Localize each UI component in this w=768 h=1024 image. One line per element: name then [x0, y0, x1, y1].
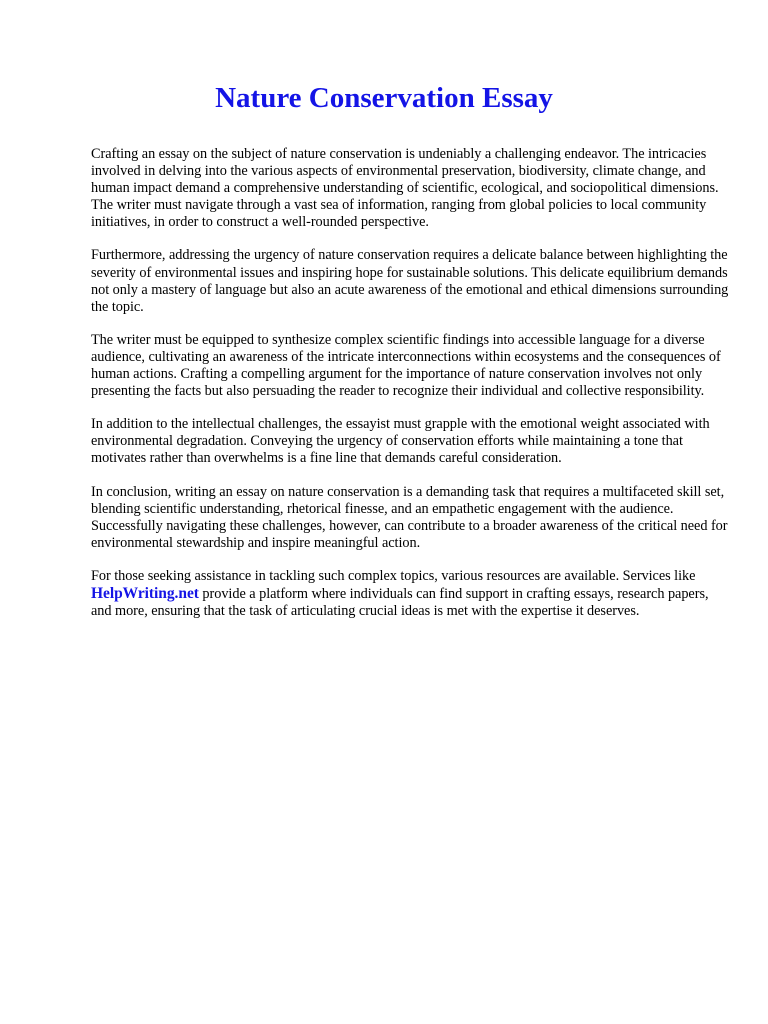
paragraph-2: Furthermore, addressing the urgency of nature conservation requires a delicate balance between highlighting the severity of environmental issues and inspiring hope for sustainable solutions. This delicate equilibrium demands not only a mastery of language but also an acute awareness of the emotional and ethical dimensions surrounding the topic. — [91, 247, 729, 315]
paragraph-6-text-before-link: For those seeking assistance in tackling such complex topics, various resources are available. Services like — [91, 567, 696, 584]
paragraph-3: The writer must be equipped to synthesize complex scientific findings into accessible language for a diverse audience, cultivating an awareness of the intricate interconnections within ecosystems and the consequences of human actions. Crafting a compelling argument for the importance of nature conservation involves not only presenting the facts but also persuading the reader to recognize their individual and collective responsibility. — [91, 331, 721, 400]
paragraph-5: In conclusion, writing an essay on nature conservation is a demanding task that requires a multifaceted skill set, blending scientific understanding, rhetorical finesse, and an empathetic engagement with the audience. Successfully navigating these challenges, however, can contribute to a broader awareness of the critical need for environmental stewardship and inspire meaningful action. — [91, 483, 728, 551]
page-title: Nature Conservation Essay — [215, 82, 553, 114]
paragraph-6 — [91, 568, 731, 620]
helpwriting-link[interactable]: HelpWriting.net — [91, 584, 199, 602]
paragraph-1: Crafting an essay on the subject of nature conservation is undeniably a challenging endeavor. The intricacies involved in delving into the various aspects of environmental preservation, biodiversity, climate change, and human impact demand a comprehensive understanding of scientific, ecological, and sociopolitical dimensions. The writer must navigate through a vast sea of information, ranging from global policies to local community initiatives, in order to construct a well-rounded perspective. — [91, 146, 719, 231]
essay-body — [91, 146, 731, 636]
paragraph-6-text-after-link: provide a platform where individuals can find support in crafting essays, research papers, and more, ensuring that the task of articulating crucial ideas is met with the expertise it deserves. — [91, 585, 709, 620]
paragraph-4: In addition to the intellectual challenges, the essayist must grapple with the emotional weight associated with environmental degradation. Conveying the urgency of conservation efforts while maintaining a tone that motivates rather than overwhelms is a fine line that demands careful consideration. — [91, 416, 710, 467]
